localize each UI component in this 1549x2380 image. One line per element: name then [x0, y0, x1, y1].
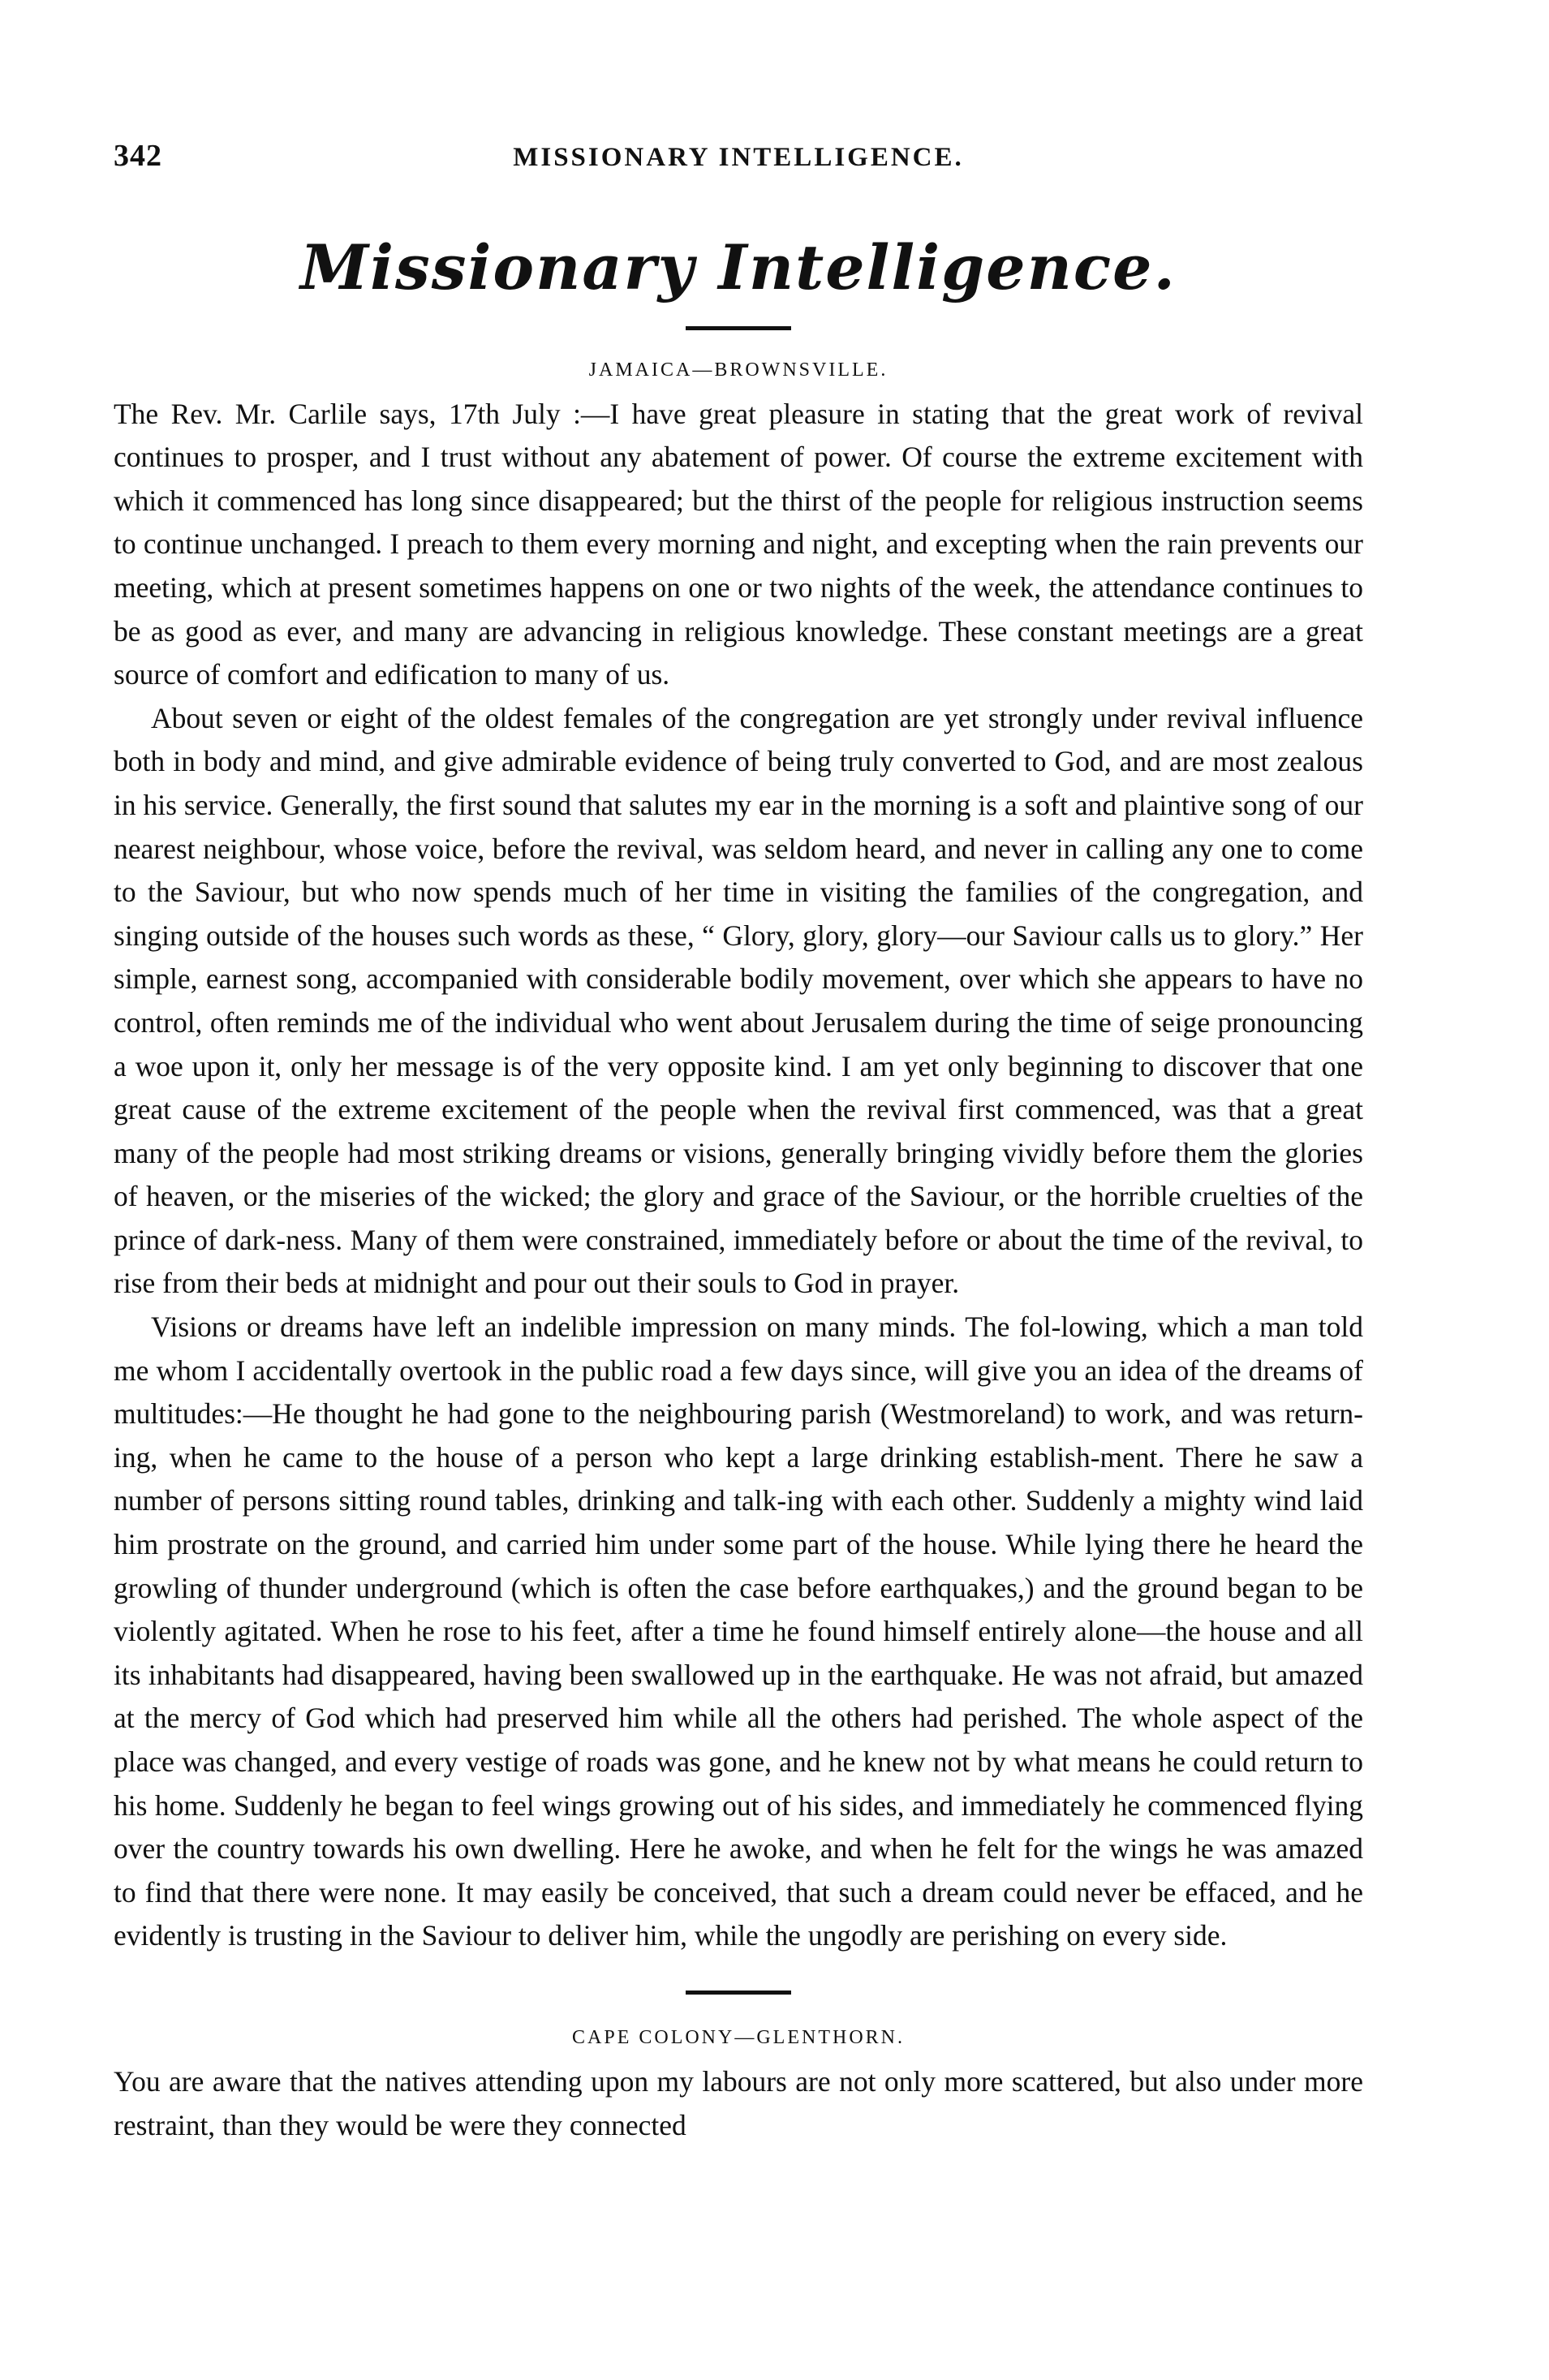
paragraph: You are aware that the natives attending upon my labours are not only more scattered, but also under more restraint, than they would be were they connected — [114, 2064, 1363, 2141]
section-heading-cape-colony: CAPE COLONY—GLENTHORN. — [572, 2026, 905, 2048]
running-head — [114, 138, 1363, 183]
page-number: 342 — [114, 139, 162, 173]
paragraph: The Rev. Mr. Carlile says, 17th July :—I have great pleasure in stating that the great work of revival continues to prosper, and I trust without any abatement of power. Of course the extreme excitement with which it commenced has long since disappeared; but the thirst of the people for religious instruction seems to continue unchanged. I preach to them every morning and night, and excepting when the rain prevents our meeting, which at present sometimes happens on one or two nights of the week, the attendance continues to be as good as ever, and many are advancing in religious knowledge. These constant meetings are a great source of comfort and edification to many of us. — [114, 397, 1363, 691]
paragraph: About seven or eight of the oldest females of the congregation are yet strongly under revival influence both in body and mind, and give admirable evidence of being truly converted to God, and are most zealous in his service. Generally, the first sound that salutes my ear in the morning is a soft and plaintive song of our nearest neighbour, whose voice, before the revival, was seldom heard, and never in calling any one to come to the Saviour, but who now spends much of her time in visiting the families of the congregation, and singing outside of the houses such words as these, “ Glory, glory, glory—our Saviour calls us to glory.” Her simple, earnest song, accompanied with considerable bodily movement, over which she appears to have no control, often reminds me of the individual who went about Jerusalem during the time of seige pronouncing a woe upon it, only her message is of the very opposite kind. I am yet only beginning to discover that one great cause of the extreme excitement of the people when the revival first commenced, was that a great many of the people had most striking dreams or visions, generally bringing vividly before them the glories of heaven, or the miseries of the wicked; the glory and grace of the Saviour, or the horrible cruelties of the prince of dark-ness. Many of them were constrained, immediately before or about the time of the revival, to rise from their beds at midnight and pour out their souls to God in prayer. — [114, 701, 1363, 1300]
page — [114, 138, 1363, 2147]
section-rule — [686, 1991, 791, 1995]
section-heading-jamaica: JAMAICA—BROWNSVILLE. — [588, 359, 889, 381]
running-title: MISSIONARY INTELLIGENCE. — [513, 143, 964, 172]
paragraph: Visions or dreams have left an indelible impression on many minds. The fol-lowing, which a man told me whom I accidentally overtook in the public road a few days since, will give you an idea of the dreams of multitudes:—He thought he had gone to the neighbouring parish (Westmoreland) to work, and was return-ing, when he came to the house of a person who kept a large drinking establish-ment. There he saw a number of persons sitting round tables, drinking and talk-ing with each other. Suddenly a mighty wind laid him prostrate on the ground, and carried him under some part of the house. While lying there he heard the growling of thunder underground (which is often the case before earthquakes,) and the ground began to be violently agitated. When he rose to his feet, after a time he found himself entirely alone—the house and all its inhabitants had disappeared, having been swallowed up in the earthquake. He was not afraid, but amazed at the mercy of God which had preserved him while all the others had perished. The whole aspect of the place was changed, and every vestige of roads was gone, and he knew not by what means he could return to his home. Suddenly he began to feel wings growing out of his sides, and immediately he commenced flying over the country towards his own dwelling. Here he awoke, and when he felt for the wings he was amazed to find that there were none. It may easily be conceived, that such a dream could never be effaced, and he evidently is trusting in the Saviour to deliver him, while the ungodly are perishing on every side. — [114, 1311, 1363, 1952]
title-rule — [686, 326, 791, 330]
article-title: Missionary Intelligence. — [299, 231, 1177, 303]
